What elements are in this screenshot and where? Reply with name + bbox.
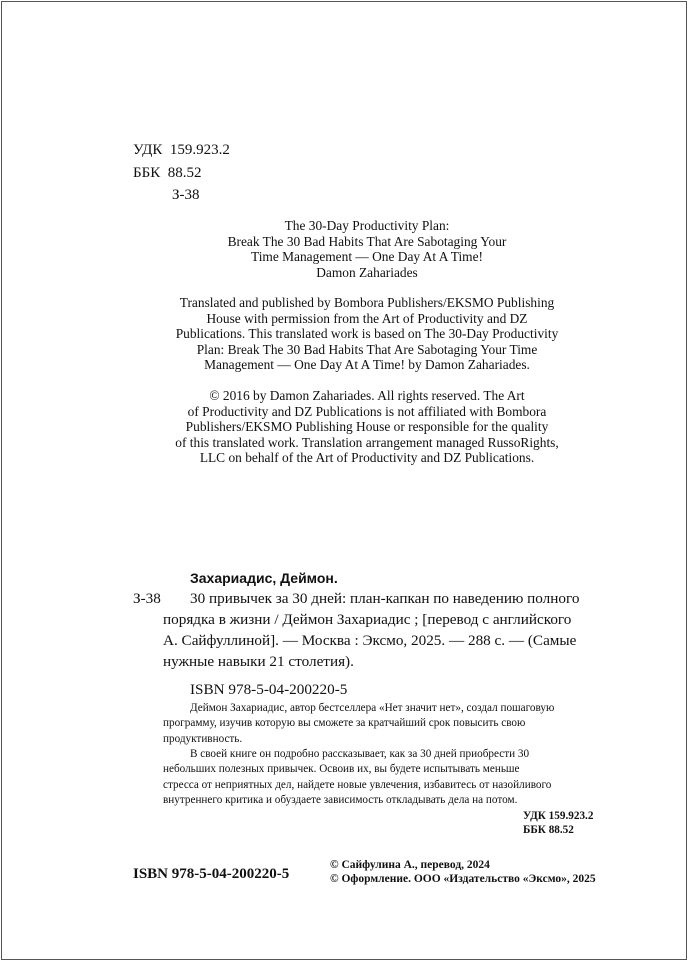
original-title-line: Break The 30 Bad Habits That Are Sabotaging Your: [227, 233, 507, 249]
annotation-line: программу, изучив которую вы сможете за кратчайший срок повысить свою: [163, 717, 526, 730]
annotation-line: стресса от неприятных дел, найдете новые увлечения, избавитесь от назойливого: [163, 778, 552, 791]
copyright-line: of Productivity and DZ Publications is not affiliated with Bombora: [187, 403, 547, 419]
copyright-line: of this translated work. Translation arrangement managed RussoRights,: [175, 434, 559, 450]
bibliographic-line: порядка в жизни / Деймон Захариадис ; [перевод с английского: [163, 611, 572, 628]
original-title-line: The 30-Day Productivity Plan:: [284, 218, 450, 233]
translation-line: Plan: Break The 30 Bad Habits That Are Sabotaging Your Time: [196, 341, 538, 357]
translation-line: House with permission from the Art of Productivity and DZ: [206, 310, 528, 326]
footer-copyright-line: © Оформление. ООО «Издательство «Эксмо», 2025: [330, 873, 596, 885]
udk-line: [133, 139, 230, 162]
bbk-label: ББК: [133, 165, 161, 181]
bibliographic-line: А. Сайфуллиной]. — Москва : Эксмо, 2025. — 288 с. — (Самые: [163, 632, 577, 649]
annotation-line: небольших полезных привычек. Освоив их, вы будете испытывать меньше: [163, 763, 520, 776]
bibliographic-mark: З-38: [133, 590, 161, 607]
udk-value: 159.923.2: [169, 142, 230, 158]
annotation-paragraph-2: [163, 747, 551, 808]
bibliographic-body: [163, 609, 576, 672]
original-title: [100, 218, 634, 280]
copyright-line: LLC on behalf of the Art of Productivity and DZ Publications.: [199, 450, 535, 466]
copyright-line: Publishers/EKSMO Publishing House or responsible for the quality: [185, 419, 549, 435]
original-author: Damon Zahariades: [316, 264, 418, 280]
bbk-value: 88.52: [167, 165, 202, 181]
bibliographic-line: нужные навыки 21 столетия).: [163, 653, 354, 670]
annotation-line: продуктивность.: [163, 732, 243, 745]
udk-repeat: УДК 159.923.2: [523, 810, 594, 822]
translation-line: Management — One Day At A Time! by Damon Zahariades.: [204, 357, 530, 373]
bbk-repeat: ББК 88.52: [523, 824, 574, 836]
annotation-paragraph-1: [163, 701, 554, 747]
footer-copyright-line: © Сайфулина А., перевод, 2024: [330, 859, 490, 871]
bibliographic-isbn: ISBN 978-5-04-200220-5: [190, 681, 348, 698]
translation-line: Translated and published by Bombora Publishers/EKSMO Publishing: [179, 295, 555, 310]
copyright-line: © 2016 by Damon Zahariades. All rights reserved. The Art: [209, 388, 525, 403]
translation-notice: [100, 295, 634, 373]
translation-line: Publications. This translated work is based on The 30-Day Productivity: [175, 326, 559, 342]
author-heading: Захариадис, Деймон.: [190, 570, 338, 586]
author-mark: З-38: [172, 187, 200, 203]
copyright-notice: [100, 388, 634, 466]
original-title-line: Time Management — One Day At A Time!: [251, 249, 483, 265]
footer-isbn: ISBN 978-5-04-200220-5: [133, 866, 290, 882]
bibliographic-line-first: 30 привычек за 30 дней: план-капкан по наведению полного: [190, 590, 580, 607]
bbk-line: [133, 162, 201, 185]
annotation-line: В своей книге он подробно рассказывает, как за 30 дней приобрести 30: [190, 748, 530, 760]
annotation-line: внутреннего критика и обуздаете зависимость откладывать дела на потом.: [163, 793, 518, 806]
annotation-line: Деймон Захариадис, автор бестселлера «Нет значит нет», создал пошаговую: [190, 702, 555, 714]
udk-label: УДК: [133, 142, 163, 158]
footer-copyright: [330, 858, 596, 886]
